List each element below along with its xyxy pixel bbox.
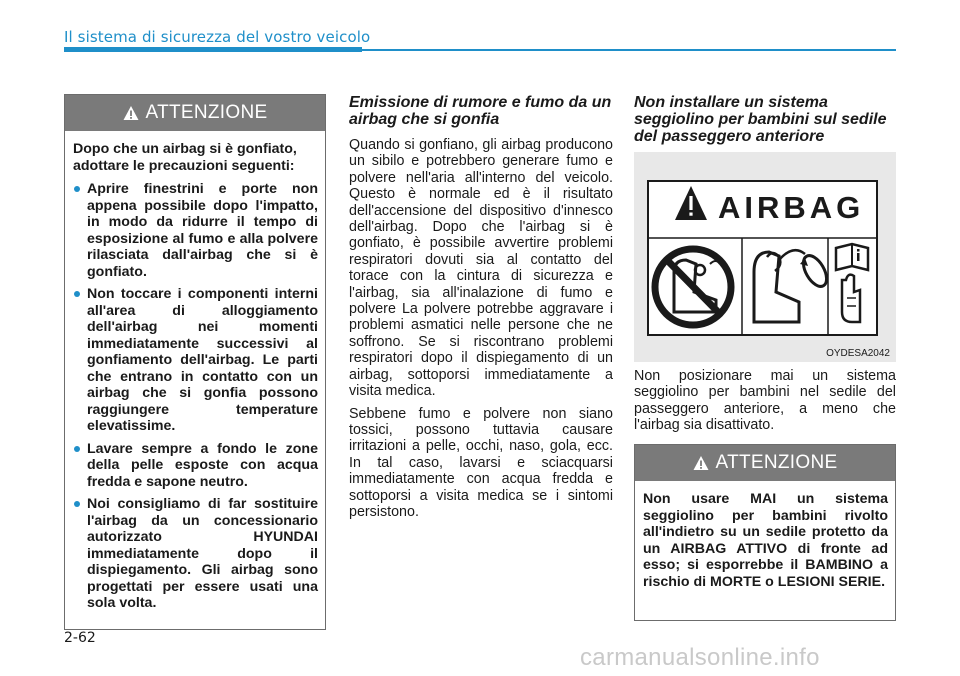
warning-box-right	[634, 444, 896, 621]
airbag-label-text: AIRBAG	[718, 190, 865, 225]
warning-label: ATTENZIONE	[145, 102, 268, 123]
warning-box-left	[64, 94, 326, 630]
section-heading: Emissione di rumore e fumo da un airbag che si gonfia	[349, 94, 612, 128]
warning-body	[65, 131, 325, 628]
section-noise	[349, 94, 613, 526]
header-rule-thin	[362, 49, 896, 51]
bullet-icon	[74, 501, 80, 507]
figure-caption: OYDESA2042	[826, 348, 890, 359]
page-header-title: Il sistema di sicurezza del vostro veicolo	[64, 28, 371, 46]
list-item-text: Aprire finestrini e porte non appena possibile dopo l'impatto, in modo da ridurre il tempo di esposizione al fumo e alla polvere rilasciata dall'airbag che si è gonfiato.	[87, 181, 318, 280]
bullet-icon	[74, 291, 80, 297]
section-seat	[634, 94, 896, 154]
warning-header	[635, 445, 895, 481]
airbag-warning-figure	[634, 152, 896, 362]
header-rule-thick	[64, 47, 362, 52]
warning-text: Non usare MAI un sistema seggiolino per bambini rivolto all'indietro su un sedile protetto da un AIRBAG ATTIVO di fronte ad esso; si esporrebbe il BAMBINO a rischio di MORTE o LESIONI SERIE.	[643, 491, 888, 590]
list-item-text: Non toccare i componenti interni all'area di alloggiamento dell'airbag nei momenti immediatamente successivi al gonfiamento dell'airbag. Le parti che entrano in contatto con un airbag che si gonfia possono raggiungere temperature elevatissime.	[87, 286, 318, 434]
list-item	[73, 441, 318, 491]
list-item	[73, 286, 318, 435]
list-item	[73, 181, 318, 280]
page-number: 2-62	[64, 630, 96, 646]
no-child-seat-icon	[655, 249, 731, 325]
warning-label: ATTENZIONE	[715, 452, 838, 473]
warning-intro: Dopo che un airbag si è gonfiato, adottare le precauzioni seguenti:	[73, 141, 297, 174]
bullet-icon	[74, 446, 80, 452]
list-item-text: Noi consigliamo di far sostituire l'airbag da un concessionario autorizzato HYUNDAI immediatamente dopo il dispiegamento. Gli airbag sono progettati per essere usati una sola volta.	[87, 496, 318, 611]
watermark: carmanualsonline.info	[580, 644, 820, 671]
paragraph: Quando si gonfiano, gli airbag producono un sibilo e potrebbero generare fumo e polvere nell'aria all'interno del veicolo. Questo è normale ed è il risultato dell'accensione del dispositivo d'innesco dell'airbag. Dopo che l'airbag si è gonfiato, è possibile avvertire problemi respiratori dovuti sia al contatto del torace con la cintura di sicurezza e l'airbag, sia all'inalazione di fumo e polvere La polvere potrebbe aggravare i problemi asmatici nelle persone che ne soffrono. Se si riscontrano problemi respiratori dopo il dispiegamento di un airbag, sottoporsi immediatamente a visita medica.	[349, 137, 613, 400]
paragraph: Non posizionare mai un sistema seggiolino per bambini nel sedile del passeggero anteriore, a meno che l'airbag sia disattivato.	[634, 368, 896, 434]
section-heading: Non installare un sistema seggiolino per bambini sul sedile del passeggero anteriore	[634, 94, 887, 145]
bullet-icon	[74, 186, 80, 192]
seat-paragraph-block	[634, 368, 896, 440]
warning-header	[65, 95, 325, 131]
warning-triangle-icon	[693, 455, 709, 471]
list-item	[73, 496, 318, 612]
list-item-text: Lavare sempre a fondo le zone della pelle esposte con acqua fredda e sapone neutro.	[87, 440, 318, 490]
paragraph: Sebbene fumo e polvere non siano tossici, possono tuttavia causare irritazioni a pelle, occhi, naso, gola, ecc. In tal caso, lavarsi e sciacquarsi immediatamente con acqua fredda e sottoporsi a visita medica se i sintomi persistono.	[349, 405, 613, 520]
airbag-label-illustration	[634, 152, 896, 362]
warning-list	[73, 181, 318, 612]
warning-body	[635, 481, 895, 601]
warning-triangle-icon	[123, 105, 139, 121]
